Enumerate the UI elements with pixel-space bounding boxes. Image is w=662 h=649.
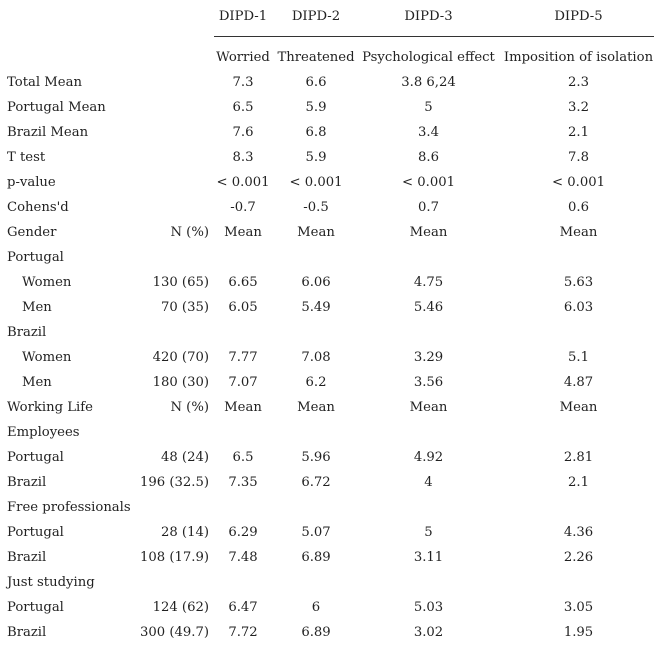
- row-value-4: Mean: [559, 400, 598, 415]
- row-label: Women: [22, 275, 72, 290]
- table-row: [0, 272, 662, 294]
- row-n-percent: 420 (70): [152, 350, 209, 365]
- row-value-3: 5: [424, 100, 433, 115]
- row-label: Gender: [7, 225, 57, 240]
- header-name-row: [0, 47, 662, 69]
- row-value-2: 6.8: [305, 125, 327, 140]
- row-value-4: 0.6: [568, 200, 589, 215]
- row-value-4: 5.1: [568, 350, 589, 365]
- table-row: [0, 372, 662, 394]
- row-value-4: 2.26: [563, 550, 594, 565]
- row-value-1: 7.6: [232, 125, 254, 140]
- header-divider: [214, 36, 654, 37]
- row-n-percent: 300 (49.7): [139, 625, 209, 640]
- table-row: [0, 147, 662, 169]
- row-label: Portugal: [7, 600, 64, 615]
- row-n-percent: 180 (30): [152, 375, 209, 390]
- row-n-percent: 48 (24): [160, 450, 209, 465]
- row-value-3: 3.02: [413, 625, 444, 640]
- table-row: [0, 122, 662, 144]
- row-value-2: 5.96: [301, 450, 331, 465]
- table-row: [0, 72, 662, 94]
- row-label: Working Life: [7, 400, 93, 415]
- row-value-3: 8.6: [418, 150, 439, 165]
- row-value-1: 7.72: [228, 625, 258, 640]
- row-value-4: 5.63: [563, 275, 594, 290]
- row-value-2: -0.5: [303, 200, 329, 215]
- header-code-dipd-1: DIPD-1: [218, 9, 268, 24]
- table-row: [0, 572, 662, 594]
- row-value-4: 6.03: [563, 300, 594, 315]
- row-value-4: 2.1: [568, 475, 589, 490]
- row-label: Men: [22, 300, 52, 315]
- row-value-2: 5.49: [301, 300, 331, 315]
- row-value-1: Mean: [224, 400, 262, 415]
- table-row: [0, 297, 662, 319]
- table-row: [0, 597, 662, 619]
- row-value-3: Mean: [409, 225, 448, 240]
- row-value-1: < 0.001: [216, 175, 270, 190]
- header-name-worried: Worried: [216, 50, 270, 65]
- row-value-1: 7.07: [228, 375, 258, 390]
- row-value-4: 7.8: [568, 150, 589, 165]
- row-value-3: 3.56: [413, 375, 444, 390]
- row-label: Brazil: [7, 325, 47, 340]
- row-value-3: 4: [424, 475, 433, 490]
- row-label: Brazil: [7, 475, 47, 490]
- table-row: [0, 472, 662, 494]
- row-value-1: 6.05: [228, 300, 258, 315]
- row-value-4: 2.3: [568, 75, 589, 90]
- row-n-percent: 70 (35): [160, 300, 209, 315]
- table-row: [0, 497, 662, 519]
- table-row: [0, 247, 662, 269]
- row-value-3: 3.11: [413, 550, 444, 565]
- table-row: [0, 322, 662, 344]
- row-value-1: 6.29: [228, 525, 258, 540]
- row-value-3: Mean: [409, 400, 448, 415]
- row-value-3: < 0.001: [402, 175, 455, 190]
- row-n-percent: N (%): [170, 225, 209, 240]
- row-value-2: 6.72: [301, 475, 331, 490]
- row-value-4: 2.81: [563, 450, 594, 465]
- row-value-1: 6.5: [232, 100, 254, 115]
- header-code-row: [0, 6, 662, 28]
- row-n-percent: 108 (17.9): [139, 550, 209, 565]
- row-value-2: 6.89: [301, 550, 331, 565]
- row-value-1: 6.47: [228, 600, 258, 615]
- row-value-2: 7.08: [301, 350, 331, 365]
- row-value-2: 6.06: [301, 275, 331, 290]
- row-value-4: < 0.001: [552, 175, 605, 190]
- row-value-2: Mean: [297, 400, 335, 415]
- table-row: [0, 547, 662, 569]
- row-value-4: Mean: [559, 225, 598, 240]
- row-value-1: 7.35: [228, 475, 258, 490]
- row-value-4: 3.2: [568, 100, 589, 115]
- table-row: [0, 397, 662, 419]
- row-value-3: 5.03: [413, 600, 444, 615]
- row-label: Cohens'd: [7, 200, 69, 215]
- row-value-1: 6.65: [228, 275, 258, 290]
- row-value-3: 5: [424, 525, 433, 540]
- row-value-3: 3.8 6,24: [401, 75, 456, 90]
- row-n-percent: 28 (14): [160, 525, 209, 540]
- row-value-4: 1.95: [563, 625, 594, 640]
- row-label: Total Mean: [7, 75, 82, 90]
- table-row: [0, 172, 662, 194]
- row-value-4: 3.05: [563, 600, 594, 615]
- header-name-threatened: Threatened: [277, 50, 355, 65]
- row-label: Brazil Mean: [7, 125, 89, 140]
- row-value-2: 6.6: [305, 75, 327, 90]
- table-row: [0, 622, 662, 644]
- row-n-percent: 124 (62): [152, 600, 209, 615]
- row-value-1: 8.3: [232, 150, 254, 165]
- row-label: Men: [22, 375, 52, 390]
- row-value-1: 6.5: [232, 450, 254, 465]
- table-row: [0, 522, 662, 544]
- row-value-2: Mean: [297, 225, 335, 240]
- header-code-dipd-5: DIPD-5: [554, 9, 603, 24]
- row-n-percent: 130 (65): [152, 275, 209, 290]
- row-value-4: 4.87: [563, 375, 594, 390]
- table-row: [0, 222, 662, 244]
- row-value-2: 5.9: [305, 150, 327, 165]
- row-value-4: 2.1: [568, 125, 589, 140]
- row-value-3: 5.46: [413, 300, 444, 315]
- header-name-imposition-of-isolation: Imposition of isolation: [503, 50, 654, 65]
- row-label: Brazil: [7, 550, 47, 565]
- row-value-3: 0.7: [418, 200, 439, 215]
- row-label: Portugal: [7, 450, 64, 465]
- row-label: Portugal: [7, 250, 64, 265]
- row-value-2: 6.2: [305, 375, 327, 390]
- row-label: Just studying: [7, 575, 95, 590]
- row-value-1: 7.3: [232, 75, 254, 90]
- table-row: [0, 97, 662, 119]
- row-label: Women: [22, 350, 72, 365]
- row-value-2: 6: [311, 600, 321, 615]
- table-row: [0, 347, 662, 369]
- table-row: [0, 422, 662, 444]
- row-label: Employees: [7, 425, 80, 440]
- table-row: [0, 197, 662, 219]
- row-n-percent: 196 (32.5): [139, 475, 209, 490]
- row-value-3: 4.75: [413, 275, 444, 290]
- header-code-dipd-2: DIPD-2: [291, 9, 341, 24]
- row-value-1: -0.7: [230, 200, 256, 215]
- row-label: Free professionals: [7, 500, 131, 515]
- row-label: Portugal Mean: [7, 100, 106, 115]
- row-value-1: 7.48: [228, 550, 258, 565]
- row-value-3: 3.29: [413, 350, 444, 365]
- row-n-percent: N (%): [170, 400, 209, 415]
- row-label: p-value: [7, 175, 56, 190]
- table-row: [0, 447, 662, 469]
- row-value-2: 5.9: [305, 100, 327, 115]
- row-value-2: 6.89: [301, 625, 331, 640]
- header-code-dipd-3: DIPD-3: [404, 9, 453, 24]
- row-value-2: < 0.001: [289, 175, 343, 190]
- row-value-3: 4.92: [413, 450, 444, 465]
- header-name-psychological-effect: Psychological effect: [362, 50, 495, 65]
- row-label: Brazil: [7, 625, 47, 640]
- row-value-1: 7.77: [228, 350, 258, 365]
- row-value-1: Mean: [224, 225, 262, 240]
- row-value-2: 5.07: [301, 525, 331, 540]
- row-label: Portugal: [7, 525, 64, 540]
- row-label: T test: [7, 150, 46, 165]
- row-value-4: 4.36: [563, 525, 594, 540]
- row-value-3: 3.4: [418, 125, 439, 140]
